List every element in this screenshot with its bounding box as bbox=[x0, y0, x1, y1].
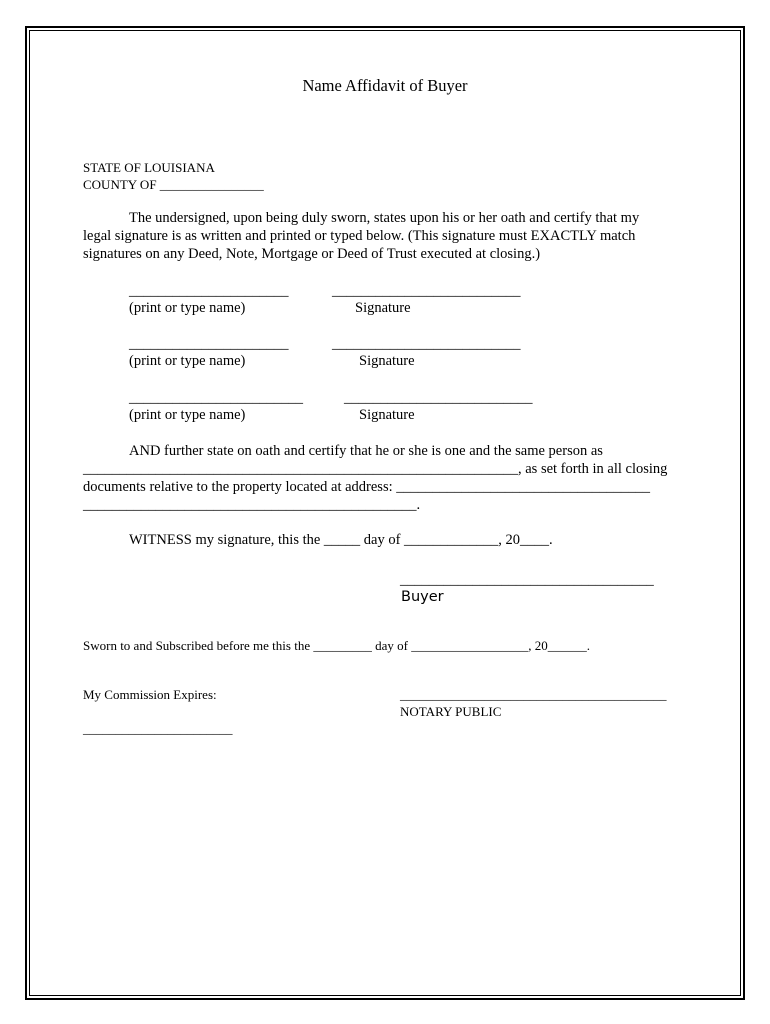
para2-line-4: ______________________________________________. bbox=[83, 497, 421, 513]
para2-line-3: documents relative to the property located at address: ___________________________________ bbox=[83, 479, 651, 495]
para2-line-2: ____________________________________________________________, as set forth in all closing bbox=[83, 461, 668, 477]
state-line: STATE OF LOUISIANA bbox=[83, 160, 215, 175]
name-line-2: ______________________ bbox=[129, 336, 289, 352]
county-line: COUNTY OF ________________ bbox=[83, 177, 264, 192]
name-line-3: ________________________ bbox=[129, 390, 303, 406]
signature-label-2: Signature bbox=[359, 353, 415, 369]
name-label-3: (print or type name) bbox=[129, 407, 246, 423]
para1-line-2: legal signature is as written and printed or typed below. (This signature must EXACTLY match bbox=[83, 228, 636, 244]
sworn-line: Sworn to and Subscribed before me this the _________ day of __________________, 20______. bbox=[83, 638, 590, 653]
notary-label: NOTARY PUBLIC bbox=[400, 704, 502, 719]
buyer-signature-line: ___________________________________ bbox=[400, 572, 654, 588]
signature-label-1: Signature bbox=[355, 300, 411, 316]
para1-line-1: The undersigned, upon being duly sworn, states upon his or her oath and certify that my bbox=[129, 210, 640, 226]
witness-line: WITNESS my signature, this the _____ day of _____________, 20____. bbox=[129, 532, 553, 548]
document-title: Name Affidavit of Buyer bbox=[302, 76, 468, 95]
signature-line-2: __________________________ bbox=[332, 336, 521, 352]
name-label-1: (print or type name) bbox=[129, 300, 246, 316]
name-label-2: (print or type name) bbox=[129, 353, 246, 369]
notary-signature-line: _________________________________________ bbox=[400, 687, 667, 702]
signature-label-3: Signature bbox=[359, 407, 415, 423]
buyer-label: Buyer bbox=[401, 589, 444, 605]
commission-expiry-line: _______________________ bbox=[83, 721, 233, 736]
name-line-1: ______________________ bbox=[129, 283, 289, 299]
commission-label: My Commission Expires: bbox=[83, 687, 217, 702]
signature-line-3: __________________________ bbox=[344, 390, 533, 406]
signature-line-1: __________________________ bbox=[332, 283, 521, 299]
para2-line-1: AND further state on oath and certify that he or she is one and the same person as bbox=[129, 443, 603, 459]
para1-line-3: signatures on any Deed, Note, Mortgage or Deed of Trust executed at closing.) bbox=[83, 246, 541, 262]
